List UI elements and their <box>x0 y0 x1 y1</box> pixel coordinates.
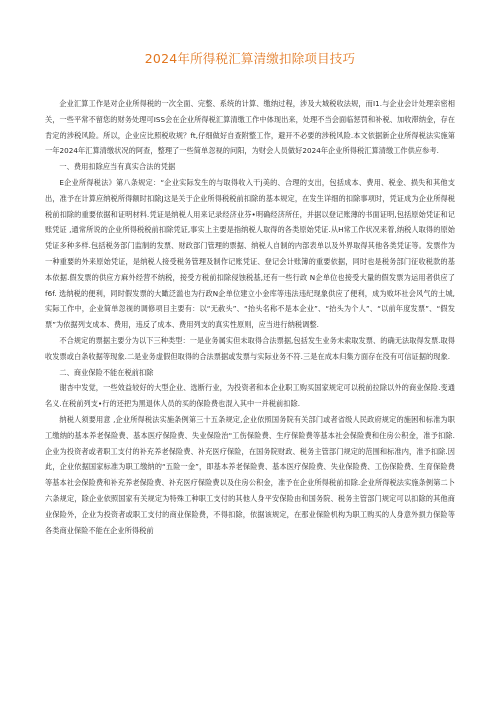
intro-paragraph: 企业汇算工作是对企业所得税的一次全面、完整、系统的计算、缴纳过程，涉及大城税收法规，而I1.与企业会计处理亲密相关，一些平常不留您的财务处理可ISS会在企业所得税汇算清缴工作中体现出来，处理不当会面临惩罚和补税、加收滞纳金，存在肯定的涉税风险。所以，企业应比照税收规？ft,仔细做好自查附整工作，避开不必要的涉税风险.本文依据新企业所得税法实施第一年2024年汇算清缴状况的阿查，整理了一些简单忽视的问阳，为财会人员做好2024年企业所得税汇算清缴工作供应参考. <box>45 99 455 156</box>
body-paragraph: E企业所得税法》第八条规定：“企业实际发生的与取得收入干j美的、合理的支出，包括成本、费用、税金、损失和其他支出，准予在计算应纳税所得额时扣除J这是关于企业所得税税前扣除的基本规定，在发生详细的扣除事项时，凭证成为企业所得税税前扣除的重要依据和证明材料.凭证是纳税人用来记录经济业芬•明确经济所任，并据以登记账薄的书面证明,包括原始凭证和记账凭证 ,通常所说的企业所得税税前扣除凭证,事实上主要是指纳税人取得的各类原始凭证.从H常工作状况来着,纳税人取得的原始凭证多种多样.包括税务部门监制的发票、财政部门管理的票据、纳税人自制的内部表单以及外界取得其他各类凭证等。发票作为一种重要的外来原始凭证，是纳税人接受税务管理及制作记账凭证、登记会计账簿的重要依据，同时也是税务部门征收税款的基本依据.假发票的供应方麻外经营不纳税，接受方税前扣除侵蚀税基,还有一些行政 N企单位也接受大量的假发票为运用者供应了f6f. 选纳税的便利，同时假发票的大瞰泛滥也为行政N企单位建立小金库等违法违纪现象供应了便利，成为败坏社会风气的土城,实际工作中，企业简单忽视的调修项目主要有：以“无赦头”、“抬头名称不是本企业”、“抬头为个人”、“以前年度发票”、“假发票”为依据列支成本、费用，违反了成本、费用列支的真实性原则，应当进行纳税调整. <box>45 177 455 330</box>
section-heading-2: 二、商业保险不能在税前扣除 <box>59 367 154 377</box>
section-heading-1: 一、费用扣除应当有真实合法的凭据 <box>59 162 176 172</box>
body-paragraph: 谢杏中发觉，一些效益较好的大型企业、选断行业，为投资者和本企业职工购买国家规定可以税前拉除以外的商业保险.变通名义.在税前列支•行的还把为黑退休人员的买的保险费也混入其中一并税前扣除. <box>45 383 455 409</box>
document-body <box>45 96 455 538</box>
body-paragraph: 不合规定的票据主要分为以下三种类型：一是业务属实但未取得合法票据,包括发生业务未索取发票、的确无法取得发票.取得收发票或白条收据等现象.二是业务虚假但取得的合法票据或发票与实际业务不符.三是在成本归集方面存在没有可信证据的现象. <box>45 335 455 361</box>
document-title: 2024年所得税汇算清缴扣除项目技巧 <box>144 51 356 66</box>
body-paragraph: 纳税人须要用意 ,企业所得税法实施条例第三十五条规定,企业依照国务院有关部门或者省级人民政府规定的施困和标准为职工缴纳的基本养老保险费、基本医疗保险费、失业保险治"工伤保险费、生疗保险费等基本社会保险费和住房公积金，准予扣除.企业为投资者或者职工支付的补充养老保险费、补充医疗保险，在国务院财政、税务主管部门规定的范围和标准内，准予扣除.因此，企业依据国家标准为职工缴纳的“五险一金”，即基本养老保险费、基本医疗保险费、失业保险费、工伤保险费、生育保险费等基本社会保险费和补充养老保险费、补充医疗保险费以及住房公积金，准予在企业所得税前扣除.企业所得税法实施条例第二卜六条规定，除企业依照国家有关规定为特殊工种职工支付的其他人身平安保险由和国务院、税务主管部门规定可以扣除的其他商业保险外，企业为投资者或职工支付的商业保险费，不得扣除，依据该规定，在那业保险机构为职工购买的人身意外损力保险等各类商业保险不能在企业所得税前 <box>45 414 455 535</box>
